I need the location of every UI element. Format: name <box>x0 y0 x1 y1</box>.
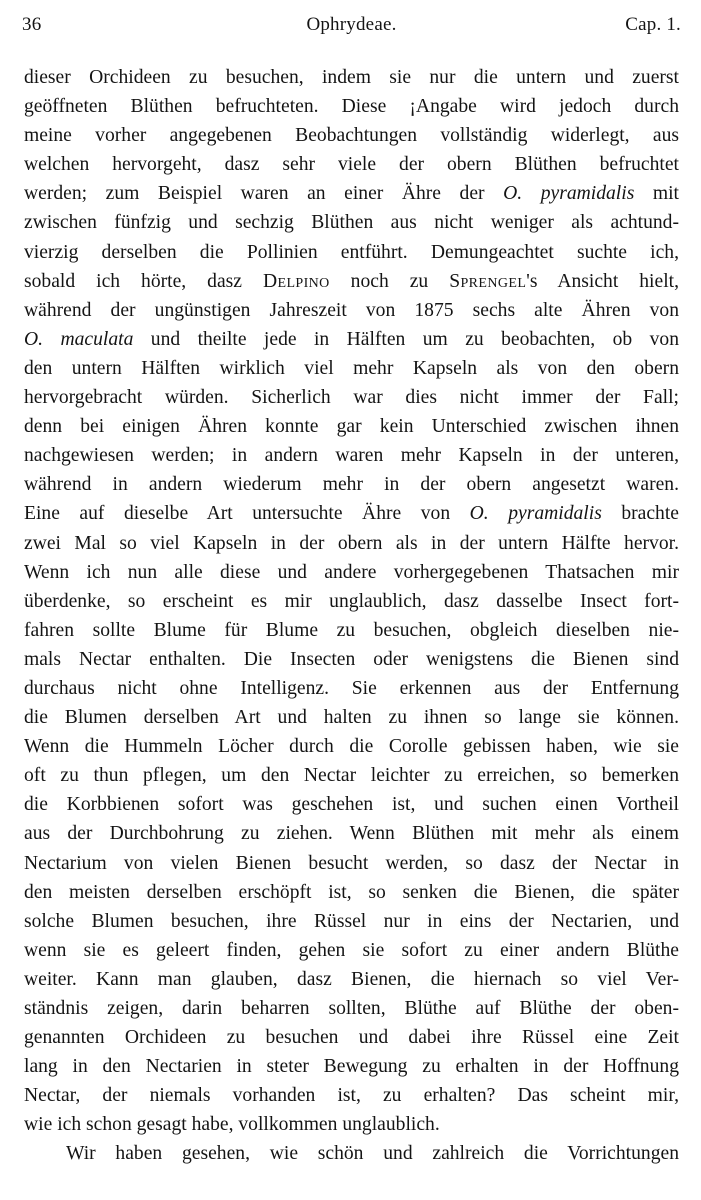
line-text: werden; zum Beispiel waren an einer Ähre der <box>24 183 504 205</box>
line-text: mit <box>634 183 680 205</box>
line-text: Nectarium von vielen Bienen besucht werden, so dasz der Nectar in <box>24 852 679 874</box>
text-line <box>24 936 679 965</box>
text-line <box>24 674 679 703</box>
line-text: fahren sollte Blume für Blume zu besuchen, obgleich dieselben nie- <box>24 619 679 641</box>
line-text: zwei Mal so viel Kapseln in der obern als in der untern Hälfte hervor. <box>24 532 679 554</box>
text-line <box>24 208 679 237</box>
line-text: ständnis zeigen, darin beharren sollten, Blüthe auf Blüthe der oben- <box>24 998 679 1019</box>
small-caps-name: Delpino <box>262 270 330 292</box>
line-text: und theilte jede in Hälften um zu beobachten, ob von <box>133 328 679 350</box>
text-line <box>24 558 679 587</box>
line-text: hervorgebracht würden. Sicherlich war dies nicht immer der Fall; <box>24 387 679 409</box>
line-text: wie ich schon gesagt habe, vollkommen unglaublich. <box>24 1114 440 1136</box>
line-text: meine vorher angegebenen Beobachtungen vollständig widerlegt, aus <box>24 125 679 147</box>
line-text: solche Blumen besuchen, ihre Rüssel nur in eins der Nectarien, und <box>24 910 679 932</box>
line-text: Nectar, der niemals vorhanden ist, zu erhalten? Das scheint mir, <box>24 1085 679 1107</box>
text-line <box>24 529 679 558</box>
line-text: während in andern wiederum mehr in der obern angesetzt waren. <box>24 474 679 496</box>
text-line <box>24 179 679 208</box>
text-line <box>24 412 679 441</box>
line-text: denn bei einigen Ähren konnte gar kein Unterschied zwischen ihnen <box>24 416 679 438</box>
text-line <box>24 790 679 819</box>
line-text: Wenn ich nun alle diese und andere vorhergegebenen Thatsachen mir <box>24 561 679 583</box>
page-header <box>22 14 681 44</box>
text-line <box>24 587 679 616</box>
text-line <box>24 965 679 994</box>
text-line <box>24 150 679 179</box>
text-line <box>24 499 679 528</box>
line-text: Eine auf dieselbe Art untersuchte Ähre von <box>24 503 470 525</box>
line-text: überdenke, so erscheint es mir unglaublich, dasz dasselbe Insect fort- <box>24 590 679 612</box>
body-text <box>24 63 679 1169</box>
text-line <box>24 645 679 674</box>
line-text: zwischen fünfzig und sechzig Blüthen aus nicht weniger als achtund- <box>24 212 679 234</box>
line-text: während der ungünstigen Jahreszeit von 1875 sechs alte Ähren von <box>24 299 679 321</box>
line-text: 's Ansicht hielt, <box>526 270 679 292</box>
text-line <box>24 819 679 848</box>
text-line <box>24 1081 679 1110</box>
text-line <box>24 441 679 470</box>
text-line <box>24 238 679 267</box>
chapter-label: Cap. 1. <box>625 14 681 35</box>
line-text: vierzig derselben die Pollinien entführt. Demungeachtet suchte ich, <box>24 241 679 263</box>
text-line <box>24 325 679 354</box>
page-number: 36 <box>22 14 42 35</box>
line-text: mals Nectar enthalten. Die Insecten oder wenigstens die Bienen sind <box>24 648 679 670</box>
line-text: Wir haben gesehen, wie schön und zahlreich die Vorrichtungen <box>66 1143 679 1165</box>
italic-species-name: O. pyramidalis <box>503 183 635 205</box>
text-line <box>24 1139 679 1168</box>
text-line <box>24 1052 679 1081</box>
line-text: den meisten derselben erschöpft ist, so senken die Bienen, die später <box>24 881 679 903</box>
line-text: dieser Orchideen zu besuchen, indem sie nur die untern und zuerst <box>24 67 679 88</box>
line-text: brachte <box>601 503 679 525</box>
line-text: durchaus nicht ohne Intelligenz. Sie erkennen aus der Entfernung <box>24 677 679 699</box>
text-line <box>24 907 679 936</box>
line-text: oft zu thun pflegen, um den Nectar leichter zu erreichen, so bemerken <box>24 765 679 787</box>
text-line <box>24 732 679 761</box>
line-text: welchen hervorgeht, dasz sehr viele der obern Blüthen befruchtet <box>24 154 679 176</box>
line-text: aus der Durchbohrung zu ziehen. Wenn Blüthen mit mehr als einem <box>24 823 679 845</box>
text-line <box>24 63 679 92</box>
italic-species-name: O. maculata <box>24 328 134 350</box>
text-line <box>24 92 679 121</box>
text-line <box>24 761 679 790</box>
line-text: genannten Orchideen zu besuchen und dabei ihre Rüssel eine Zeit <box>24 1027 679 1049</box>
text-line <box>24 470 679 499</box>
text-line <box>24 703 679 732</box>
small-caps-name: Sprengel <box>449 270 527 292</box>
line-text: nachgewiesen werden; in andern waren mehr Kapseln in der unteren, <box>24 445 679 467</box>
line-text: sobald ich hörte, dasz <box>24 270 263 292</box>
text-line <box>24 354 679 383</box>
line-text: noch zu <box>329 270 450 292</box>
text-line <box>24 849 679 878</box>
line-text: die Korbbienen sofort was geschehen ist, und suchen einen Vortheil <box>24 794 679 816</box>
line-text: wenn sie es geleert finden, gehen sie sofort zu einer andern Blüthe <box>24 939 679 961</box>
text-line <box>24 1023 679 1052</box>
line-text: die Blumen derselben Art und halten zu ihnen so lange sie können. <box>24 707 679 729</box>
text-line <box>24 121 679 150</box>
running-title: Ophrydeae. <box>306 14 397 35</box>
text-line <box>24 616 679 645</box>
text-line <box>24 1110 679 1139</box>
line-text: den untern Hälften wirklich viel mehr Kapseln als von den obern <box>24 357 679 379</box>
text-line <box>24 878 679 907</box>
line-text: lang in den Nectarien in steter Bewegung zu erhalten in der Hoffnung <box>24 1056 679 1078</box>
line-text: Wenn die Hummeln Löcher durch die Corolle gebissen haben, wie sie <box>24 736 679 758</box>
text-line <box>24 383 679 412</box>
italic-species-name: O. pyramidalis <box>469 503 602 525</box>
text-line <box>24 267 679 296</box>
text-line <box>24 994 679 1023</box>
line-text: geöffneten Blüthen befruchteten. Diese ¡Angabe wird jedoch durch <box>24 96 679 118</box>
text-line <box>24 296 679 325</box>
line-text: weiter. Kann man glauben, dasz Bienen, die hiernach so viel Ver- <box>24 968 679 990</box>
